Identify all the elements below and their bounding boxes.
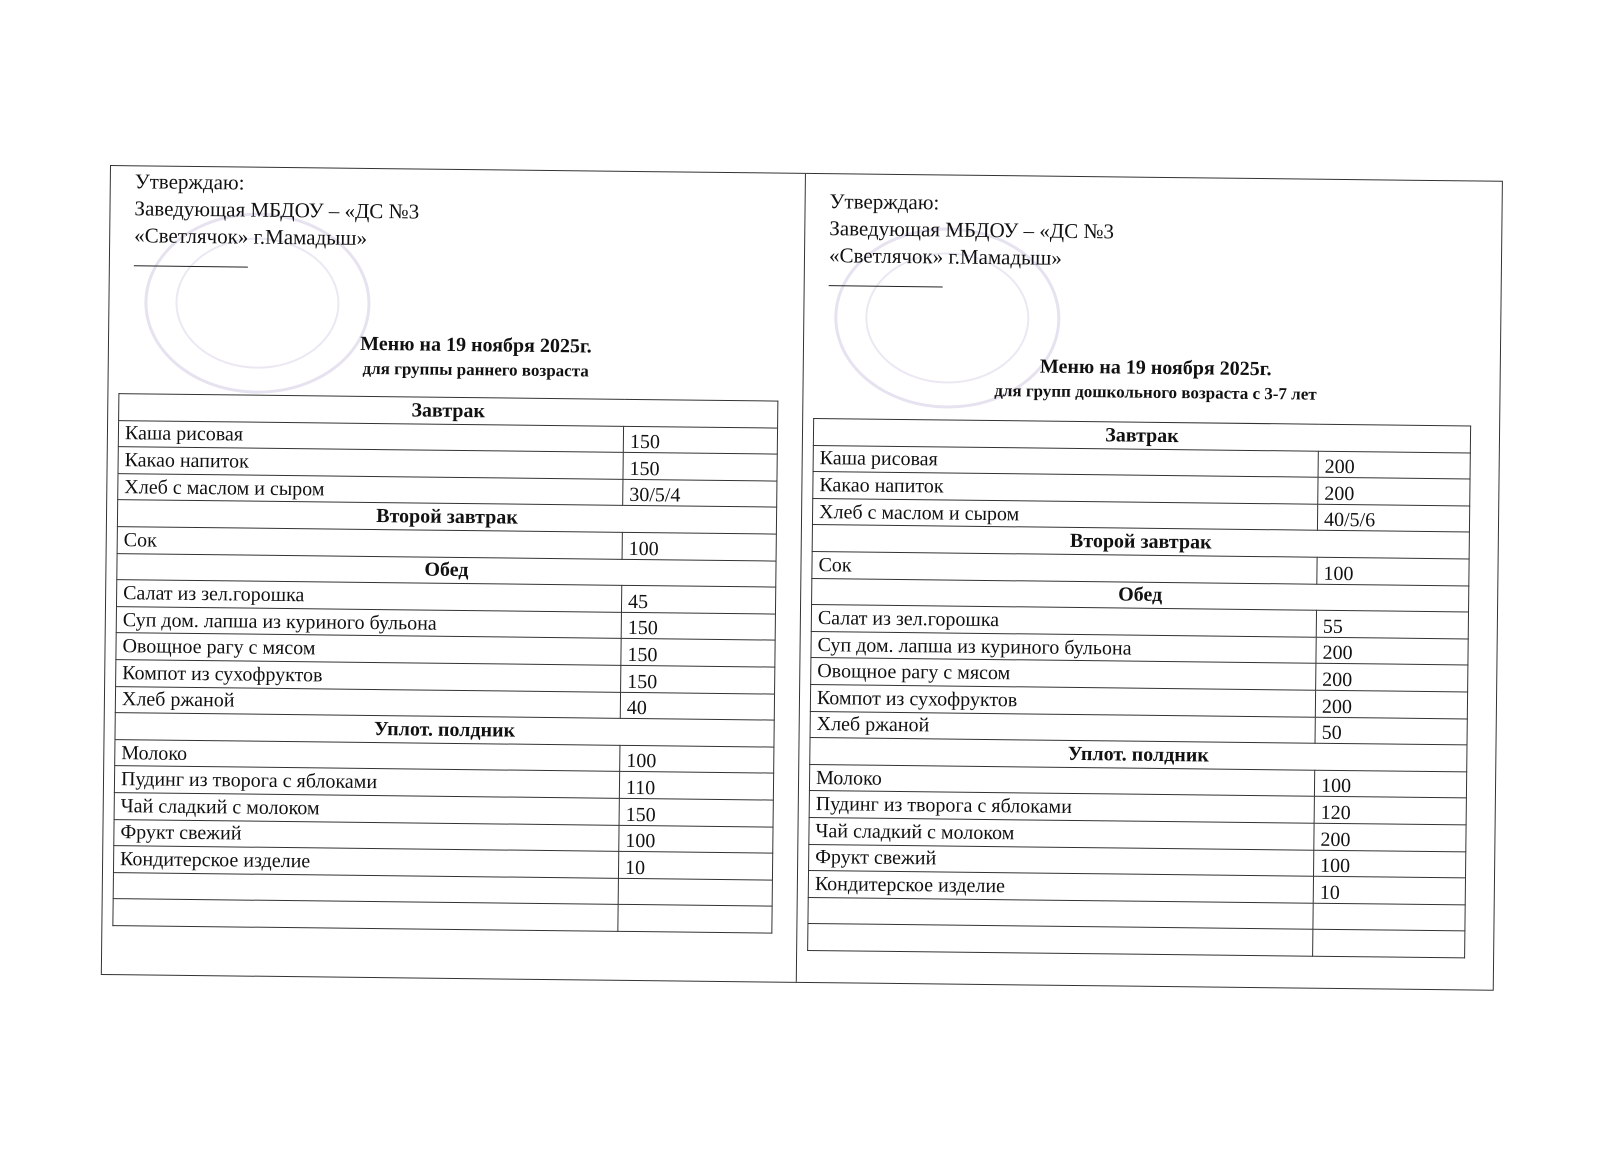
approval-line: Заведующая МБДОУ – «ДС №3 <box>829 216 1115 244</box>
dish-quantity: 100 <box>1317 557 1469 585</box>
approval-line: «Светлячок» г.Мамадыш» <box>134 223 368 250</box>
section-title: Второй завтрак <box>812 525 1469 559</box>
signature-line <box>134 249 248 267</box>
menu-table <box>807 418 1471 958</box>
dish-name: Молоко <box>809 764 1314 796</box>
dish-name: Молоко <box>115 739 620 771</box>
dish-quantity: 100 <box>1314 770 1466 798</box>
dish-quantity: 45 <box>621 585 775 613</box>
dish-quantity: 200 <box>1315 690 1467 718</box>
dish-name: Пудинг из творога с яблоками <box>114 766 619 798</box>
dish-quantity: 55 <box>1316 610 1468 638</box>
approval-line: «Светлячок» г.Мамадыш» <box>828 243 1063 270</box>
dish-name <box>808 924 1313 956</box>
dish-name: Салат из зел.горошка <box>811 605 1316 637</box>
dish-quantity: 10 <box>1313 876 1465 904</box>
menu-heading <box>109 328 804 386</box>
dish-quantity: 150 <box>623 453 777 481</box>
section-title: Завтрак <box>119 394 778 428</box>
dish-quantity: 110 <box>619 772 773 800</box>
menu-subtitle: для группы раннего возраста <box>362 358 589 381</box>
section-title: Второй завтрак <box>117 500 776 534</box>
dish-quantity <box>618 878 772 906</box>
dish-name: Овощное рагу с мясом <box>811 658 1316 690</box>
dish-quantity: 200 <box>1318 451 1470 479</box>
dish-name: Каша рисовая <box>118 420 623 452</box>
dish-quantity: 30/5/4 <box>623 479 777 507</box>
menu-table <box>112 393 778 933</box>
dish-quantity: 10 <box>618 851 772 879</box>
section-title: Завтрак <box>813 418 1470 452</box>
dish-name: Сок <box>812 551 1317 583</box>
dish-name: Хлеб ржаной <box>810 711 1315 743</box>
dish-name: Хлеб с маслом и сыром <box>812 498 1317 530</box>
approval-line: Утверждаю: <box>134 169 245 195</box>
approval-line: Утверждаю: <box>829 189 940 215</box>
dish-name: Каша рисовая <box>813 445 1318 477</box>
dish-quantity <box>618 905 772 933</box>
dish-quantity: 150 <box>621 665 775 693</box>
dish-quantity <box>1313 929 1465 957</box>
menu-heading <box>803 351 1498 409</box>
dish-quantity: 120 <box>1314 797 1466 825</box>
dish-quantity: 40 <box>620 692 774 720</box>
section-title: Обед <box>117 553 776 587</box>
signature-line <box>829 269 943 287</box>
dish-name: Какао напиток <box>813 472 1318 504</box>
dish-name: Кондитерское изделие <box>808 871 1313 903</box>
dish-quantity <box>1313 903 1465 931</box>
dish-name: Пудинг из творога с яблоками <box>809 791 1314 823</box>
dish-quantity: 100 <box>620 745 774 773</box>
approval-block <box>829 188 1115 289</box>
dish-name: Овощное рагу с мясом <box>116 633 621 665</box>
dish-quantity: 100 <box>619 825 773 853</box>
dish-name: Чай сладкий с молоком <box>114 792 619 824</box>
dish-name: Кондитерское изделие <box>113 846 618 878</box>
menu-preschool <box>797 186 1500 1002</box>
menu-early-age <box>102 166 805 982</box>
approval-block <box>134 168 420 269</box>
dish-quantity: 100 <box>1314 850 1466 878</box>
dish-quantity: 200 <box>1314 823 1466 851</box>
dish-name: Суп дом. лапша из куриного бульона <box>116 606 621 638</box>
dish-name: Сок <box>117 527 622 559</box>
dish-quantity: 200 <box>1318 477 1470 505</box>
dish-quantity: 150 <box>619 798 773 826</box>
section-title: Уплот. полдник <box>115 713 774 747</box>
dish-name: Компот из сухофруктов <box>116 660 621 692</box>
dish-quantity: 40/5/6 <box>1317 504 1469 532</box>
menu-subtitle: для групп дошкольного возраста с 3-7 лет <box>994 381 1317 404</box>
dish-name: Фрукт свежий <box>809 844 1314 876</box>
dish-name: Суп дом. лапша из куриного бульона <box>811 631 1316 663</box>
menu-title: Меню на 19 ноября 2025г. <box>1039 355 1272 381</box>
dish-name: Салат из зел.горошка <box>116 580 621 612</box>
dish-quantity: 200 <box>1316 637 1468 665</box>
dish-name: Какао напиток <box>118 447 623 479</box>
dish-quantity: 150 <box>621 639 775 667</box>
dish-quantity: 100 <box>622 532 776 560</box>
section-title: Обед <box>812 578 1469 612</box>
dish-quantity: 200 <box>1316 664 1468 692</box>
menu-title: Меню на 19 ноября 2025г. <box>360 332 592 358</box>
dish-name: Компот из сухофруктов <box>810 684 1315 716</box>
section-title: Уплот. полдник <box>810 738 1467 772</box>
dish-name <box>113 899 618 931</box>
dish-name: Фрукт свежий <box>114 819 619 851</box>
dish-quantity: 50 <box>1315 717 1467 745</box>
dish-quantity: 150 <box>623 426 777 454</box>
dish-name: Хлеб с маслом и сыром <box>118 473 623 505</box>
dish-name: Хлеб ржаной <box>115 686 620 718</box>
menu-sheet <box>101 165 1503 991</box>
approval-line: Заведующая МБДОУ – «ДС №3 <box>134 196 420 224</box>
dish-name: Чай сладкий с молоком <box>809 817 1314 849</box>
dish-quantity: 150 <box>621 612 775 640</box>
